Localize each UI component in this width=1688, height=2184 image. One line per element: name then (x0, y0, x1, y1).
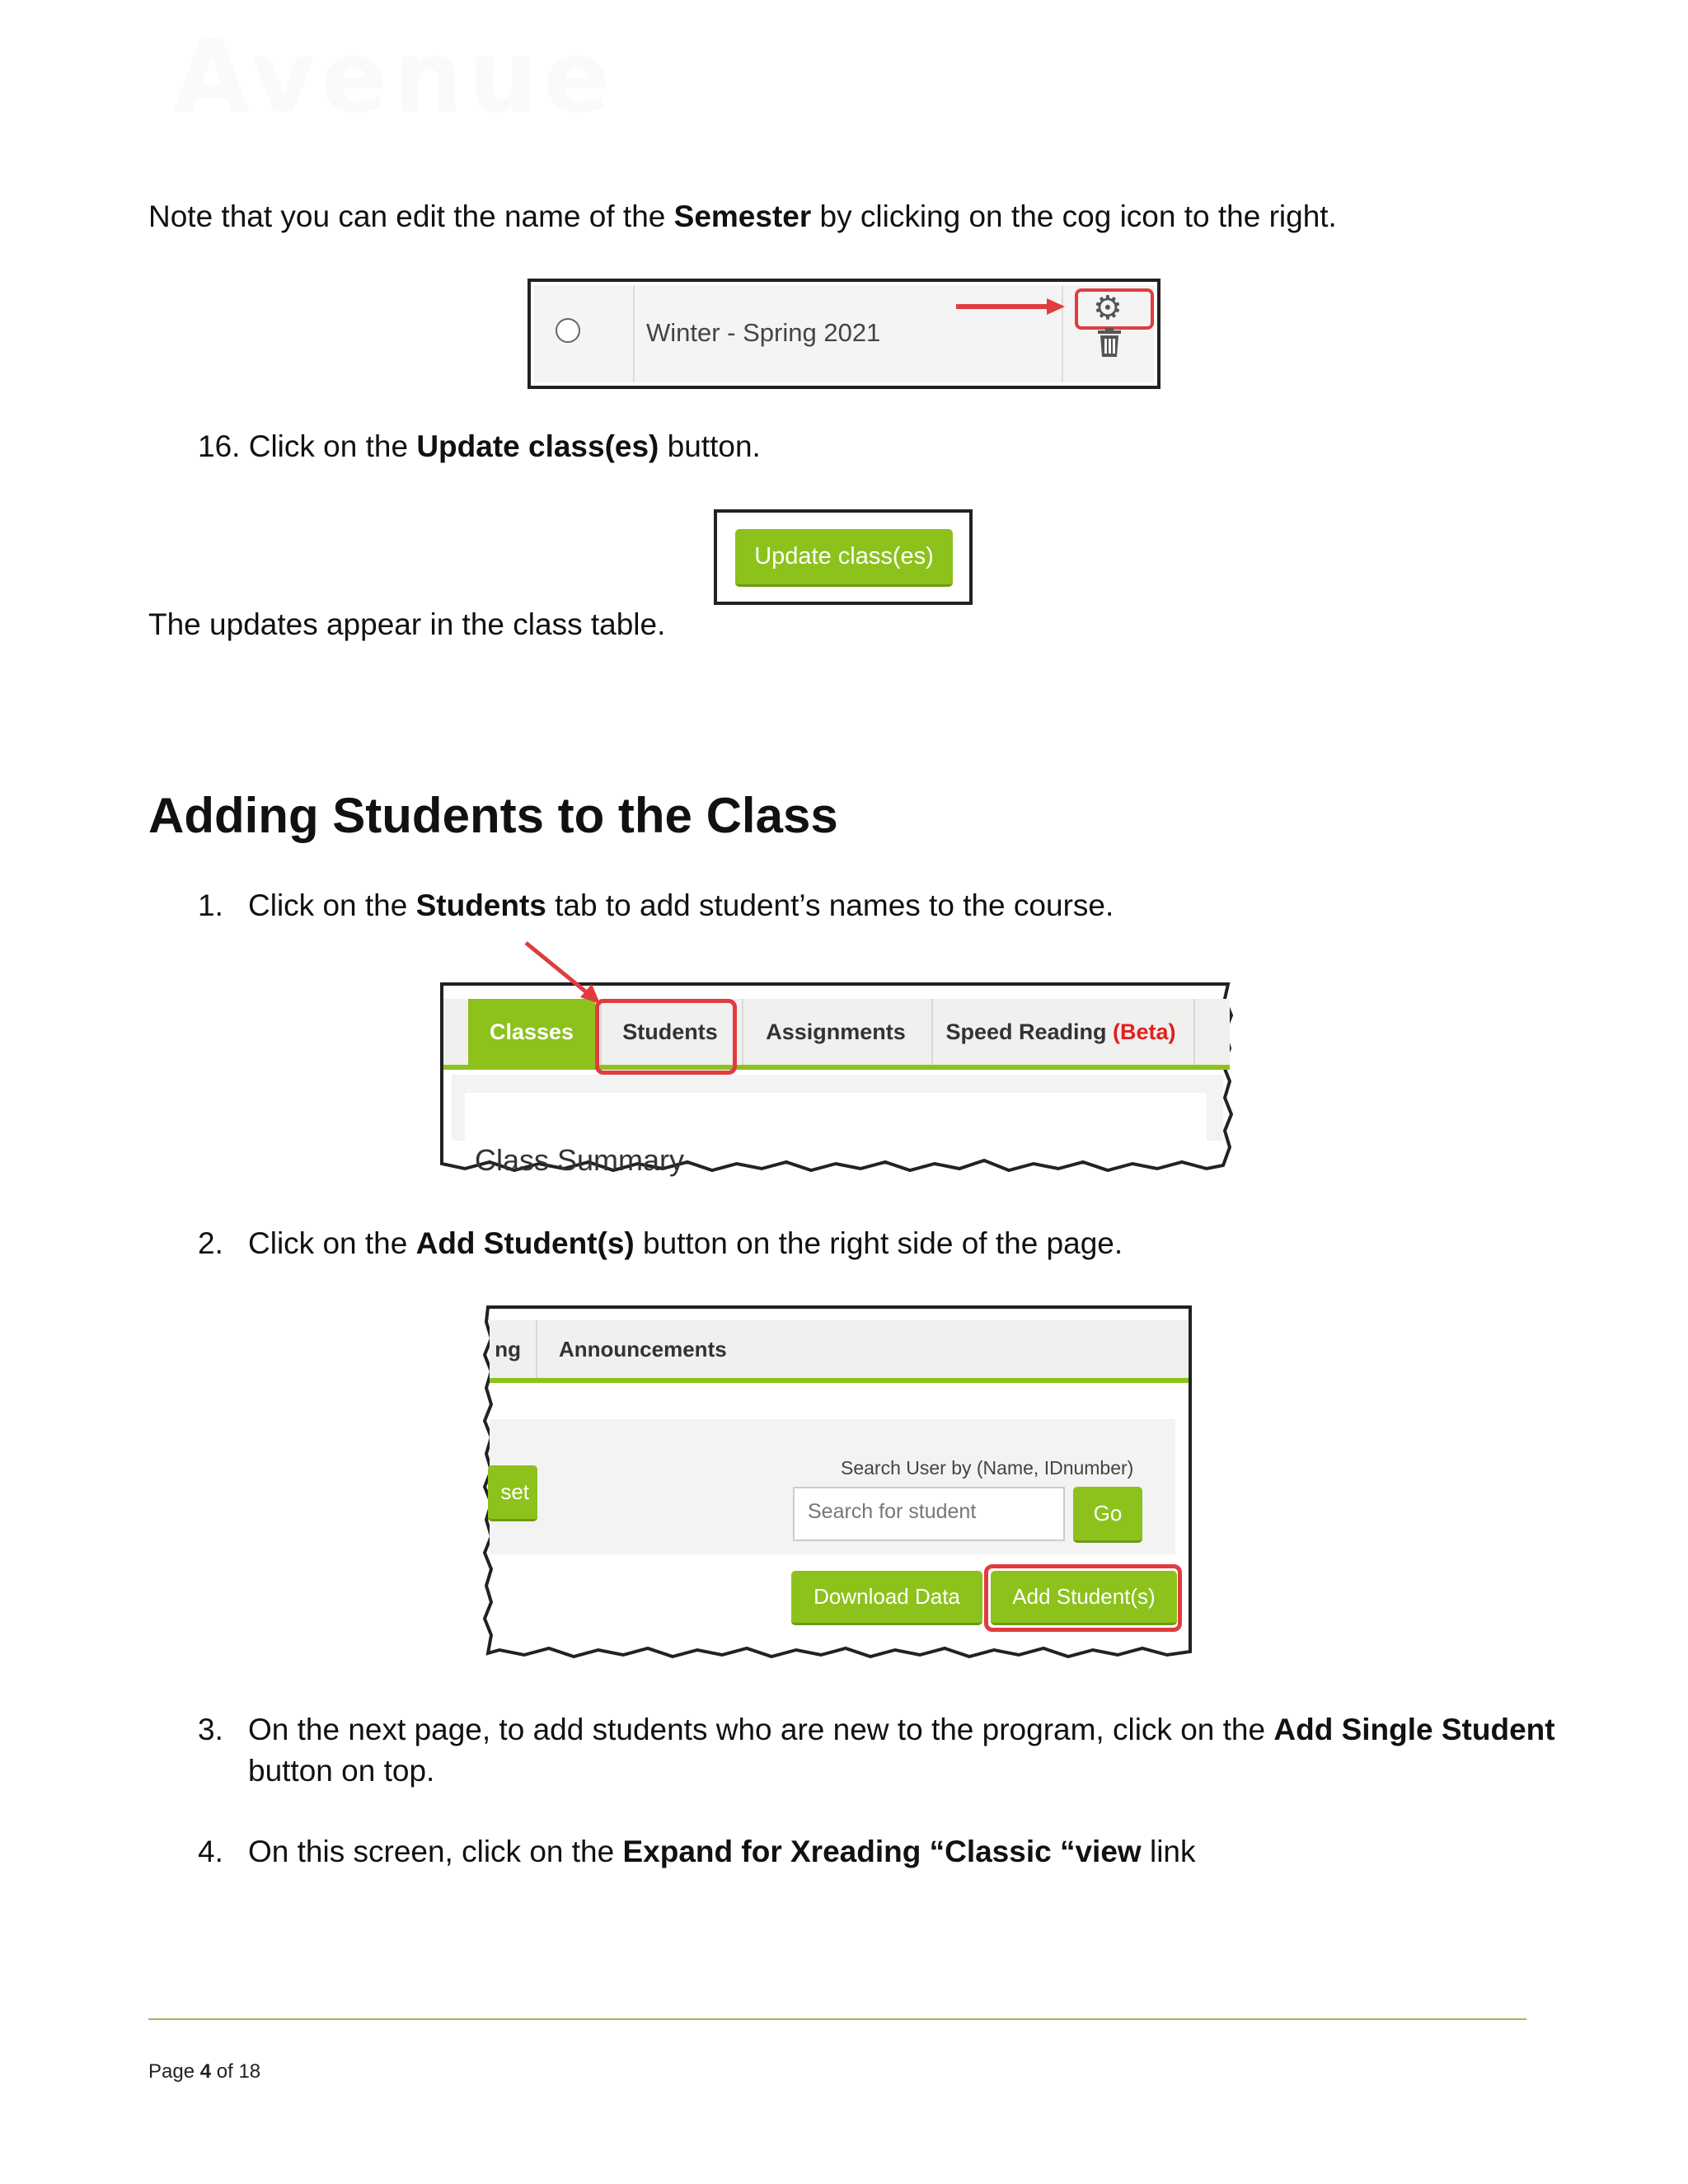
tab-bar (443, 999, 1230, 1070)
step-number: 4. (198, 1835, 223, 1868)
footer-of-word: of (216, 2060, 233, 2083)
step-text: On this screen, click on the (248, 1835, 623, 1868)
step-text-end: button. (659, 429, 761, 463)
step-text-end: tab to add student’s names to the course. (546, 888, 1114, 922)
tab-bar (490, 1320, 1189, 1383)
step-bold: Add Student(s) (415, 1226, 635, 1260)
step-number: 16. (198, 429, 241, 463)
divider (536, 1320, 537, 1378)
step-3 (198, 1709, 1555, 1792)
go-button[interactable]: Go (1073, 1487, 1142, 1543)
class-summary-panel (465, 1093, 1207, 1142)
search-label: Search User by (Name, IDnumber) (841, 1457, 1134, 1479)
step-bold: Add Single Student (1273, 1713, 1555, 1746)
step-text: On the next page, to add students who are new to the program, click on the (248, 1713, 1274, 1746)
step-16 (198, 426, 761, 467)
step-number: 3. (198, 1713, 223, 1746)
note-paragraph (148, 196, 1337, 237)
class-summary-cutoff: Class Summary (475, 1143, 685, 1177)
page-footer (148, 2060, 260, 2083)
students-highlight-box (595, 999, 737, 1075)
partial-button[interactable]: set (488, 1465, 537, 1521)
download-data-button[interactable]: Download Data (791, 1571, 982, 1625)
add-student-screenshot (483, 1305, 1193, 1660)
step-text-end: button on the right side of the page. (634, 1226, 1123, 1260)
tab-partial[interactable]: ng (495, 1337, 521, 1361)
divider (1193, 999, 1195, 1065)
footer-page-number: 4 (199, 2060, 212, 2083)
tab-label: Speed Reading (945, 1019, 1107, 1044)
update-classes-button[interactable]: Update class(es) (735, 529, 953, 587)
tabs-screenshot (440, 982, 1233, 1177)
footer-rule (148, 2018, 1526, 2020)
arrow-to-cog-icon (531, 282, 1164, 392)
tab-assignments[interactable]: Assignments (766, 1019, 906, 1044)
step-text: Click on the (248, 888, 416, 922)
step-2 (198, 1223, 1123, 1264)
note-text-end: by clicking on the cog icon to the right. (811, 199, 1337, 233)
step-1 (198, 885, 1114, 926)
step-4 (198, 1831, 1196, 1872)
update-button-screenshot (714, 509, 973, 605)
semester-name: Winter - Spring 2021 (646, 318, 881, 347)
arrow-to-students-icon (440, 941, 654, 1007)
tab-students[interactable]: Students (622, 1019, 718, 1044)
step-bold: Update class(es) (416, 429, 659, 463)
section-heading: Adding Students to the Class (148, 788, 838, 843)
step-number: 1. (198, 888, 223, 922)
add-students-button[interactable]: Add Student(s) (991, 1571, 1177, 1625)
gear-icon[interactable]: ⚙ (1093, 290, 1123, 326)
footer-total-pages: 18 (238, 2060, 261, 2083)
updates-paragraph: The updates appear in the class table. (148, 607, 666, 641)
content-area (452, 1075, 1223, 1141)
tab-speed-reading[interactable] (933, 999, 1189, 1065)
note-bold: Semester (673, 199, 812, 233)
step-text-line2: button on top. (248, 1754, 435, 1788)
add-students-highlight-box (984, 1564, 1182, 1632)
tab-classes[interactable]: Classes (468, 999, 595, 1065)
step-bold: Expand for Xreading “Classic “view (622, 1835, 1142, 1868)
step-text-end: link (1141, 1835, 1196, 1868)
step-text: Click on the (248, 1226, 416, 1260)
beta-label: (Beta) (1113, 1019, 1176, 1044)
step-number: 2. (198, 1226, 223, 1260)
note-text: Note that you can edit the name of the (148, 199, 674, 233)
step-text: Click on the (240, 429, 417, 463)
semester-screenshot (528, 279, 1160, 389)
search-input[interactable]: Search for student (793, 1487, 1065, 1541)
step-bold: Students (415, 888, 546, 922)
tab-announcements[interactable]: Announcements (559, 1337, 727, 1361)
footer-page-word: Page (148, 2060, 195, 2083)
logo-watermark: Avenue (173, 21, 616, 135)
